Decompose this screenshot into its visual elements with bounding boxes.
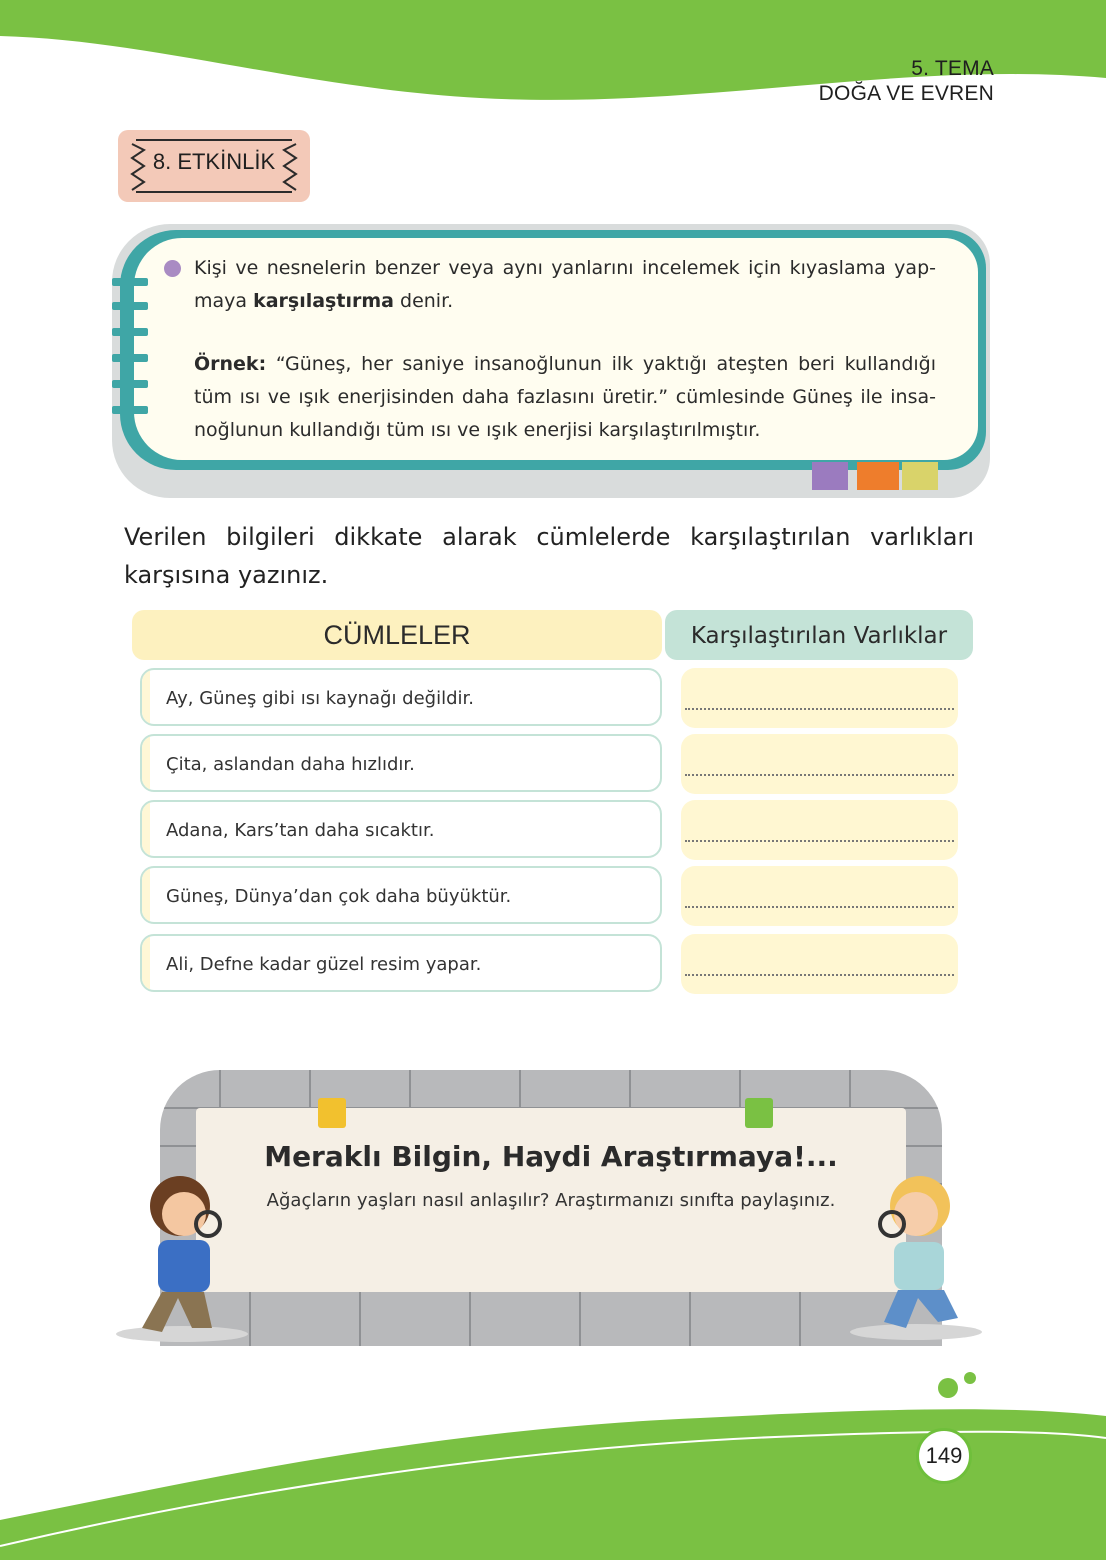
answer-field[interactable] [681,734,958,794]
research-title: Meraklı Bilgin, Haydi Araştırmaya!... [264,1140,838,1173]
dotted-line [685,840,954,842]
definition-term: karşılaştırma [253,290,394,312]
bookmark-tab-purple [812,462,848,490]
definition-end: denir. [393,290,454,312]
spiral-ring [112,354,148,362]
spiral-ring [112,328,148,336]
sentence-text: Ali, Defne kadar güzel resim yapar. [166,954,482,975]
answer-field[interactable] [681,800,958,860]
binder-clip-icon [318,1098,346,1128]
answer-field[interactable] [681,668,958,728]
info-text [194,252,936,447]
bullet-icon [164,260,181,277]
example-text: “Güneş, her saniye insanoğlunun ilk yaktığı ateşten beri kullandığı tüm ısı ve ışık enerjisinden daha fazlasını üretir.” cümlesinde Güneş ile insa-noğlunun kullandığı tüm ısı ve ışık enerjisi karşılaştırılmıştır. [194,353,936,441]
sentence-text: Ay, Güneş gibi ısı kaynağı değildir. [166,688,475,709]
sentence-text: Güneş, Dünya’dan çok daha büyüktür. [166,886,512,907]
boy-with-magnifier-icon [112,1168,252,1344]
activity-label: 8. ETKİNLİK [152,149,276,174]
dotted-line [685,774,954,776]
dotted-line [685,906,954,908]
activity-badge [118,130,310,202]
page-number: 149 [916,1428,972,1484]
binder-clip-icon [745,1098,773,1128]
spiral-ring [112,380,148,388]
spiral-ring [112,302,148,310]
table-row [140,734,662,792]
theme-header [819,56,994,106]
column-header-sentences: CÜMLELER [132,610,662,660]
instruction-text: Verilen bilgileri dikkate alarak cümlelerde karşılaştırılan varlıkları karşısına yazınız. [124,523,974,589]
spiral-ring [112,278,148,286]
girl-with-magnifier-icon [846,1172,986,1342]
bookmark-tab-yellow [902,462,938,490]
sentence-text: Adana, Kars’tan daha sıcaktır. [166,820,435,841]
sentence-text: Çita, aslandan daha hızlıdır. [166,754,415,775]
definition-text: Kişi ve nesnelerin benzer veya aynı yanlarını incelemek için kıyaslama yap-maya [194,257,936,312]
table-row [140,800,662,858]
answer-field[interactable] [681,866,958,926]
table-row [140,934,662,992]
column-header-compared: Karşılaştırılan Varlıklar [665,610,973,660]
example-label: Örnek: [194,353,267,375]
dotted-line [685,708,954,710]
dotted-line [685,974,954,976]
spiral-ring [112,406,148,414]
answer-field[interactable] [681,934,958,994]
table-row [140,668,662,726]
research-question: Ağaçların yaşları nasıl anlaşılır? Araştırmanızı sınıfta paylaşınız. [266,1190,836,1211]
table-row [140,866,662,924]
theme-name: DOĞA VE EVREN [818,82,994,105]
theme-number: 5. TEMA [911,57,994,80]
bookmark-tab-orange [857,462,899,490]
